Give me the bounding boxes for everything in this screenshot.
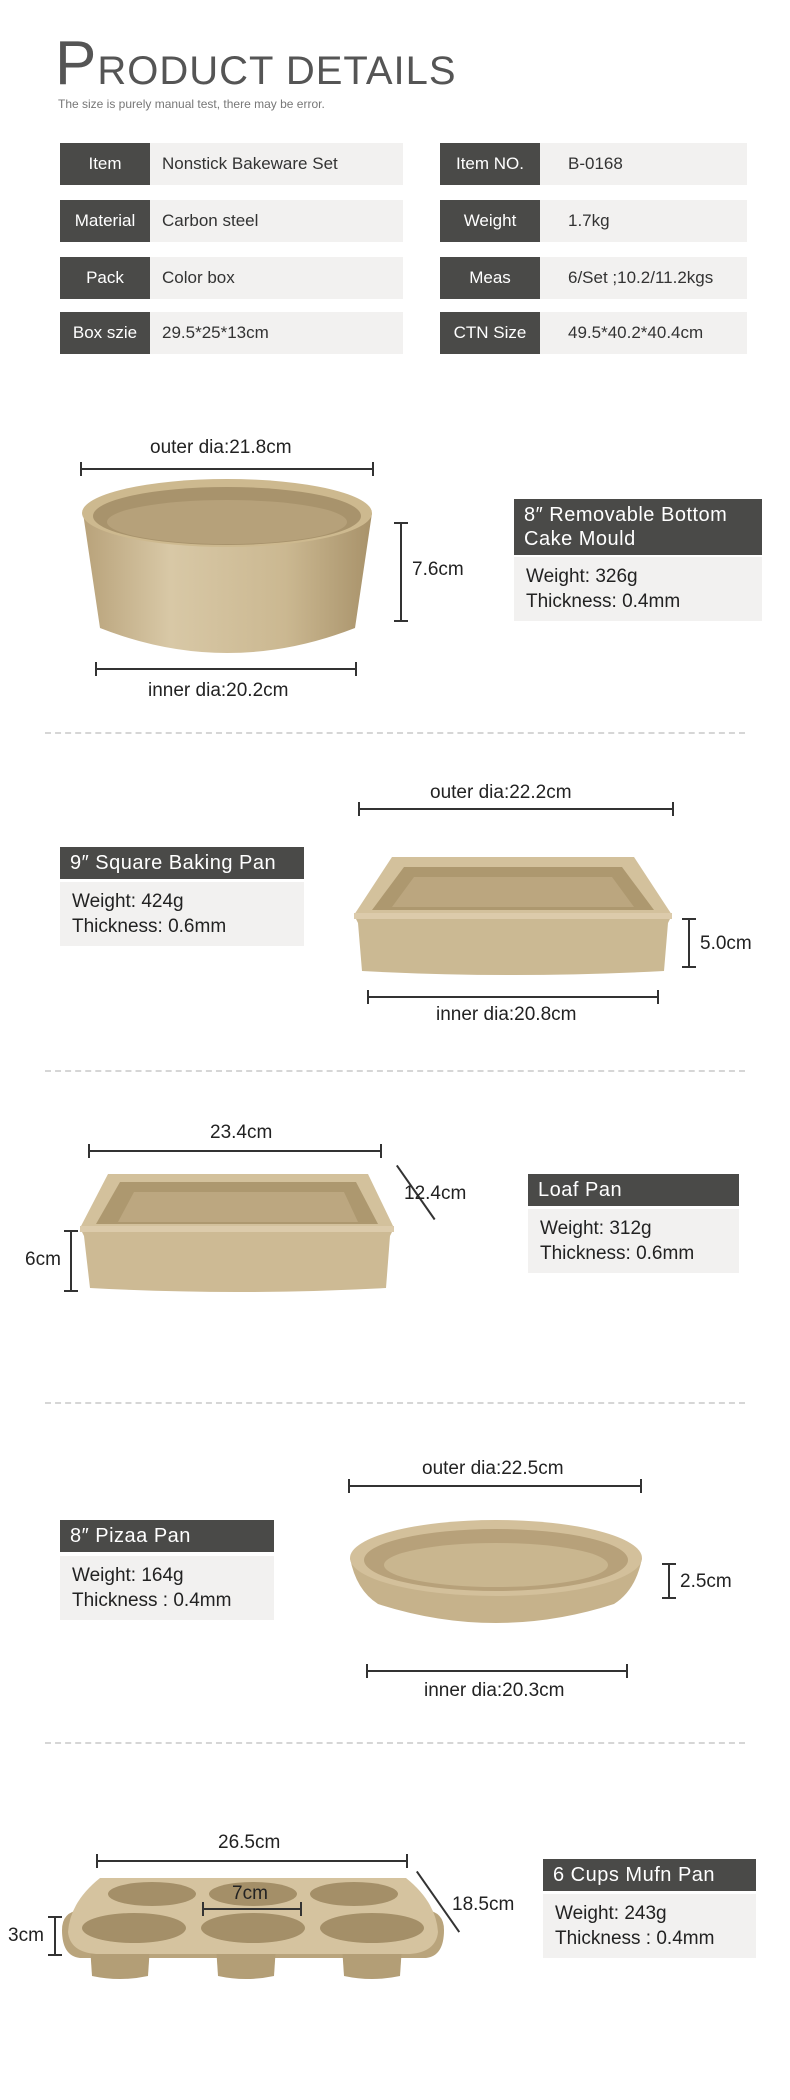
dim-tick: [394, 522, 408, 524]
product-title: [543, 1859, 756, 1891]
dim-length: 26.5cm: [218, 1832, 281, 1853]
spec-label-meas: Meas: [440, 257, 540, 299]
dim-height: 2.5cm: [680, 1571, 732, 1592]
dim-line-bottom: [95, 668, 357, 670]
dim-tick: [662, 1563, 676, 1565]
product-thickness: Thickness: 0.4mm: [526, 591, 681, 612]
dim-line-height: [400, 522, 402, 622]
dim-outer-diameter: outer dia:21.8cm: [150, 437, 292, 458]
product-title-line1: Loaf Pan: [538, 1179, 623, 1201]
dim-width: 18.5cm: [452, 1894, 515, 1915]
square-pan-image: [352, 855, 674, 977]
spec-label-item: Item: [60, 143, 150, 185]
dim-inner-diameter: inner dia:20.2cm: [148, 680, 289, 701]
dim-tick: [626, 1664, 628, 1678]
section-divider: [45, 1070, 745, 1072]
page-title: [55, 28, 457, 99]
dim-line-top: [348, 1485, 642, 1487]
dim-tick: [394, 620, 408, 622]
dim-height: 6cm: [25, 1249, 61, 1270]
spec-value-item-no: B-0168: [540, 143, 747, 185]
dim-cup-diameter: 7cm: [232, 1883, 268, 1904]
dim-line-height: [668, 1563, 670, 1599]
product-title: [60, 847, 304, 879]
dim-tick: [367, 990, 369, 1004]
product-thickness: Thickness: 0.6mm: [72, 916, 227, 937]
dim-height: 5.0cm: [700, 933, 752, 954]
dim-tick: [380, 1144, 382, 1158]
product-title-line1: 9″ Square Baking Pan: [70, 852, 277, 874]
dim-tick: [672, 802, 674, 816]
dim-tick: [88, 1144, 90, 1158]
product-weight: Weight: 424g: [72, 891, 184, 912]
spec-label-box-size: Box szie: [60, 312, 150, 354]
product-specs: [60, 1556, 274, 1620]
dim-tick: [64, 1230, 78, 1232]
dim-tick: [640, 1479, 642, 1493]
dim-line-bottom: [367, 996, 659, 998]
dim-width: 12.4cm: [404, 1183, 467, 1204]
product-title-line1: 6 Cups Mufn Pan: [553, 1864, 716, 1886]
title-initial: P: [55, 29, 98, 98]
dim-line-top: [358, 808, 674, 810]
dim-line-bottom: [366, 1670, 628, 1672]
product-weight: Weight: 243g: [555, 1903, 667, 1924]
cake-mould-image: [80, 478, 375, 660]
dim-tick: [300, 1902, 302, 1916]
dim-length: 23.4cm: [210, 1122, 273, 1143]
dim-tick: [657, 990, 659, 1004]
dim-tick: [64, 1290, 78, 1292]
dim-inner-diameter: inner dia:20.8cm: [436, 1004, 577, 1025]
product-thickness: Thickness: 0.6mm: [540, 1243, 695, 1264]
section-divider: [45, 1742, 745, 1744]
dim-tick: [202, 1902, 204, 1916]
dim-line-height: [54, 1916, 56, 1956]
dim-tick: [682, 966, 696, 968]
spec-value-pack: Color box: [150, 257, 403, 299]
spec-label-ctn-size: CTN Size: [440, 312, 540, 354]
dim-tick: [662, 1597, 676, 1599]
dim-line-top: [96, 1860, 408, 1862]
product-specs: [543, 1894, 756, 1958]
dim-line-top: [88, 1150, 382, 1152]
dim-line-height: [688, 918, 690, 968]
product-title-line1: 8″ Pizaa Pan: [70, 1525, 191, 1547]
dim-inner-diameter: inner dia:20.3cm: [424, 1680, 565, 1701]
dim-tick: [372, 462, 374, 476]
spec-value-weight: 1.7kg: [540, 200, 747, 242]
dim-line-height: [70, 1230, 72, 1292]
size-disclaimer: The size is purely manual test, there may be error.: [58, 97, 325, 111]
product-title: [528, 1174, 739, 1206]
section-divider: [45, 1402, 745, 1404]
spec-value-box-size: 29.5*25*13cm: [150, 312, 403, 354]
product-weight: Weight: 312g: [540, 1218, 652, 1239]
product-title-line2: Cake Mould: [524, 528, 636, 550]
pizza-pan-image: [348, 1518, 644, 1630]
spec-value-meas: 6/Set ;10.2/11.2kgs: [540, 257, 747, 299]
dim-tick: [48, 1954, 62, 1956]
product-specs: [528, 1209, 739, 1273]
section-divider: [45, 732, 745, 734]
dim-outer-diameter: outer dia:22.2cm: [430, 782, 572, 803]
dim-tick: [358, 802, 360, 816]
product-title: [514, 499, 762, 555]
loaf-pan-image: [78, 1172, 396, 1294]
spec-label-weight: Weight: [440, 200, 540, 242]
product-weight: Weight: 326g: [526, 566, 638, 587]
product-weight: Weight: 164g: [72, 1565, 184, 1586]
spec-label-material: Material: [60, 200, 150, 242]
dim-line-top: [80, 468, 374, 470]
spec-label-item-no: Item NO.: [440, 143, 540, 185]
dim-tick: [80, 462, 82, 476]
dim-height: 7.6cm: [412, 559, 464, 580]
product-thickness: Thickness : 0.4mm: [72, 1590, 232, 1611]
spec-value-ctn-size: 49.5*40.2*40.4cm: [540, 312, 747, 354]
spec-label-pack: Pack: [60, 257, 150, 299]
dim-tick: [96, 1854, 98, 1868]
dim-tick: [682, 918, 696, 920]
dim-height: 3cm: [8, 1925, 44, 1946]
dim-outer-diameter: outer dia:22.5cm: [422, 1458, 564, 1479]
dim-line-cup: [202, 1908, 302, 1910]
product-title: [60, 1520, 274, 1552]
product-specs: [514, 557, 762, 621]
spec-value-item: Nonstick Bakeware Set: [150, 143, 403, 185]
dim-tick: [406, 1854, 408, 1868]
spec-value-material: Carbon steel: [150, 200, 403, 242]
dim-tick: [355, 662, 357, 676]
product-thickness: Thickness : 0.4mm: [555, 1928, 715, 1949]
dim-tick: [348, 1479, 350, 1493]
dim-tick: [95, 662, 97, 676]
product-specs: [60, 882, 304, 946]
dim-tick: [366, 1664, 368, 1678]
product-title-line1: 8″ Removable Bottom: [524, 504, 728, 526]
dim-tick: [48, 1916, 62, 1918]
title-rest: RODUCT DETAILS: [97, 49, 457, 93]
